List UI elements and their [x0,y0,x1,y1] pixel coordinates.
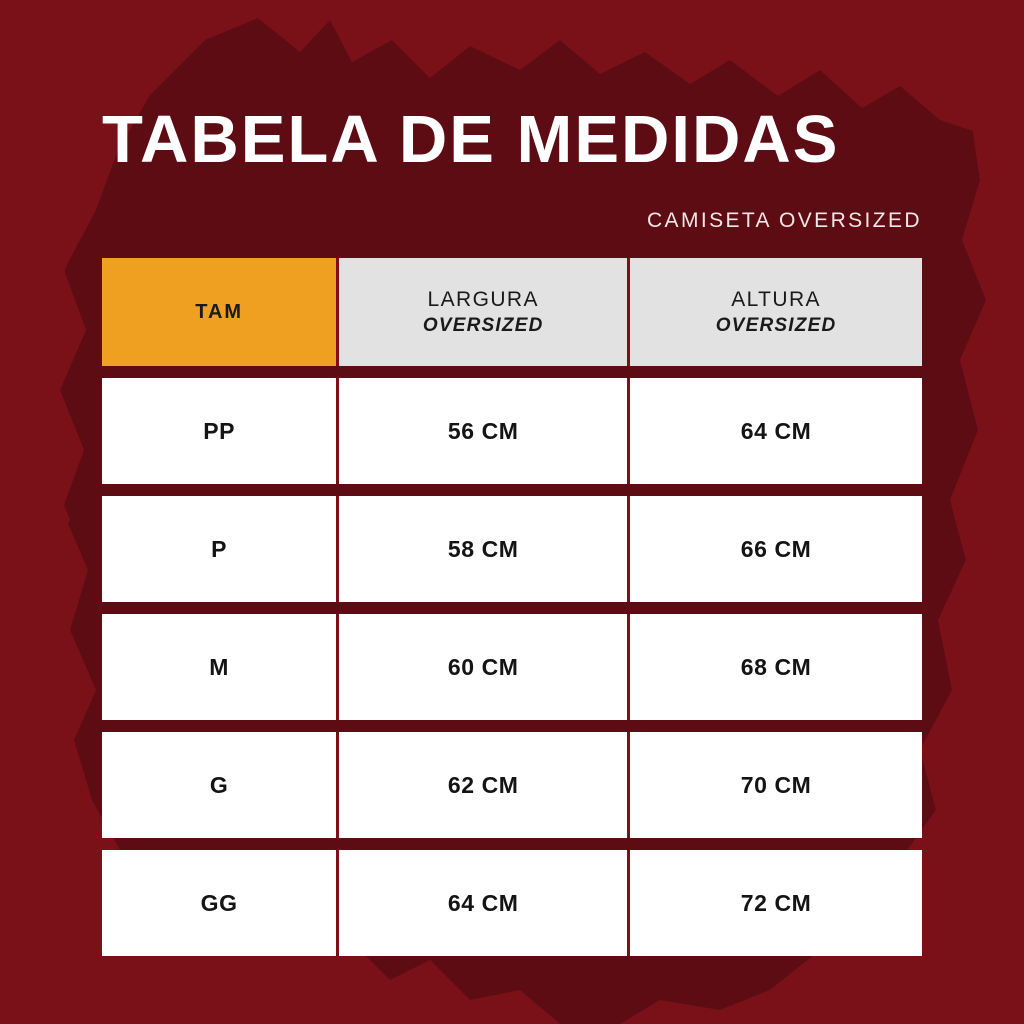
cell-tam: P [102,496,336,602]
cell-largura: 62 CM [339,732,627,838]
column-header-largura-line2: OVERSIZED [422,315,544,337]
cell-largura: 60 CM [339,614,627,720]
table-row [102,732,922,838]
table-row [102,850,922,956]
cell-largura: 56 CM [339,378,627,484]
cell-tam: GG [102,850,336,956]
column-header-altura-line2: OVERSIZED [715,315,837,337]
cell-largura: 64 CM [339,850,627,956]
cell-altura: 68 CM [630,614,922,720]
column-header-largura-line1: LARGURA [427,287,539,311]
table-row [102,378,922,484]
table-header-row [102,258,922,366]
column-header-altura [630,258,922,366]
column-header-largura [339,258,627,366]
measurements-table [102,258,922,968]
cell-altura: 66 CM [630,496,922,602]
cell-tam: M [102,614,336,720]
cell-tam: G [102,732,336,838]
cell-altura: 72 CM [630,850,922,956]
page-subtitle: CAMISETA OVERSIZED [646,209,922,232]
cell-tam: PP [102,378,336,484]
page-title: TABELA DE MEDIDAS [102,102,840,177]
cell-altura: 64 CM [630,378,922,484]
column-header-altura-line1: ALTURA [731,287,821,311]
column-header-tam: TAM [102,258,336,366]
table-row [102,496,922,602]
cell-largura: 58 CM [339,496,627,602]
table-row [102,614,922,720]
cell-altura: 70 CM [630,732,922,838]
